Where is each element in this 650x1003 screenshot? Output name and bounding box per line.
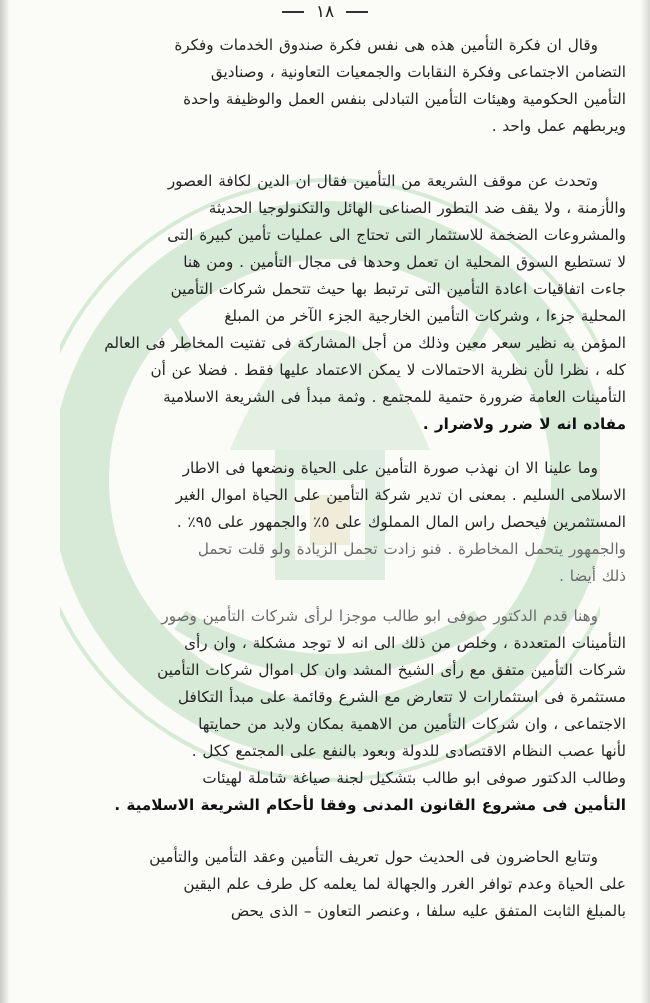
text-line: كله ، نظرا لأن نظرية الاحتمالات لا يمكن الاعتماد عليها فقط . فضلا عن أن bbox=[150, 361, 626, 379]
scan-shadow-left bbox=[0, 0, 10, 1003]
text-line: مستثمرة فى استثمارات لا تتعارض مع الشرع وقائمة على مبدأ التكافل bbox=[178, 688, 626, 706]
paragraph-4 bbox=[14, 603, 626, 819]
text-line: التأمينات المتعددة ، وخلص من ذلك الى انه لا توجد مشكلة ، وان رأى bbox=[184, 634, 626, 652]
text-line: الاجتماعى ، وان شركات التأمين من الاهمية بمكان ولابد من حمايتها bbox=[198, 715, 626, 733]
text-line: لا تستطيع السوق المحلية ان تعمل وحدها فى مجال التأمين . ومن هنا bbox=[183, 253, 626, 271]
text-line: التأمين فى مشروع القانون المدنى وفقا لأحكام الشريعة الاسلامية . bbox=[114, 796, 626, 814]
text-line: والجمهور يتحمل المخاطرة . فنو زادت تحمل الزيادة ولو قلت تحمل bbox=[197, 540, 626, 558]
text-line: والأزمنة ، ولا يقف ضد التطور الصناعى الهائل والتكنولوجيا الحديثة bbox=[208, 199, 626, 217]
text-line: المستثمرين فيحصل راس المال المملوك على ٥٪ والجمهور على ٩٥٪ . bbox=[176, 513, 626, 531]
page-number-dash-right bbox=[346, 11, 368, 13]
text-line: ذلك أيضا . bbox=[559, 567, 626, 585]
text-line: شركات التأمين متفق مع رأى الشيخ المشد وان كل اموال شركات التأمين bbox=[157, 661, 626, 679]
paragraph-3 bbox=[14, 455, 626, 590]
paragraph-2 bbox=[14, 168, 626, 438]
text-line: على الحياة وعدم توافر الغرر والجهالة لما يعلمه كل طرف علم اليقين bbox=[183, 875, 626, 893]
text-line: جاءت اتفاقيات اعادة التأمين التى ترتبط بها حيث تتحمل شركات التأمين bbox=[170, 280, 626, 298]
text-line: الاسلامى السليم . بمعنى ان تدير شركة التأمين على الحياة اموال الغير bbox=[175, 486, 626, 504]
text-line: المؤمن به نظير سعر معين وذلك من أجل المشاركة فى تفتيت المخاطر فى العالم bbox=[104, 334, 626, 352]
page-number-value: ١٨ bbox=[315, 2, 335, 22]
text-line: وتحدث عن موقف الشريعة من التأمين فقال ان الدين لكافة العصور bbox=[167, 172, 598, 190]
text-line: وطالب الدكتور صوفى ابو طالب بتشكيل لجنة صياغة شاملة لهيئات bbox=[202, 769, 626, 787]
paragraph-5 bbox=[14, 844, 626, 925]
text-line: التأمين الحكومية وهيئات التأمين التبادلى بنفس العمل والوظيفة واحدة bbox=[183, 90, 626, 108]
paragraph-1 bbox=[14, 32, 626, 140]
text-line: ويربطهم عمل واحد . bbox=[491, 117, 626, 135]
page-number bbox=[0, 2, 650, 22]
text-line: المحلية جزءا ، وشركات التأمين الخارجية الجزء الآخر من المبلغ bbox=[224, 307, 626, 325]
text-line: بالمبلغ الثابت المتفق عليه سلفا ، وعنصر التعاون – الذى يحض bbox=[230, 902, 626, 920]
text-line: مفاده انه لا ضرر ولاضرار . bbox=[422, 415, 626, 433]
text-line: وما علينا الا ان نهذب صورة التأمين على الحياة ونضعها فى الاطار bbox=[182, 459, 598, 477]
page-number-dash-left bbox=[282, 11, 304, 13]
text-line: التأمينات العامة ضرورة حتمية للمجتمع . وثمة مبدأ فى الشريعة الاسلامية bbox=[163, 388, 626, 406]
text-line: وتتابع الحاضرون فى الحديث حول تعريف التأمين وعقد التأمين والتأمين bbox=[149, 848, 598, 866]
text-line: لأنها عصب النظام الاقتصادى للدولة وبعود بالنفع على المجتمع ككل . bbox=[191, 742, 626, 760]
text-line: التضامن الاجتماعى وفكرة النقابات والجمعيات التعاونية ، وصناديق bbox=[210, 63, 626, 81]
text-line: وهنا قدم الدكتور صوفى ابو طالب موجزا لرأى شركات التأمين وصور bbox=[161, 607, 598, 625]
scan-shadow-right bbox=[640, 0, 650, 1003]
text-line: والمشروعات الضخمة للاستثمار التى تحتاج الى عمليات تأمين كبيرة التى bbox=[167, 226, 626, 244]
text-line: وقال ان فكرة التأمين هذه هى نفس فكرة صندوق الخدمات وفكرة bbox=[174, 36, 598, 54]
